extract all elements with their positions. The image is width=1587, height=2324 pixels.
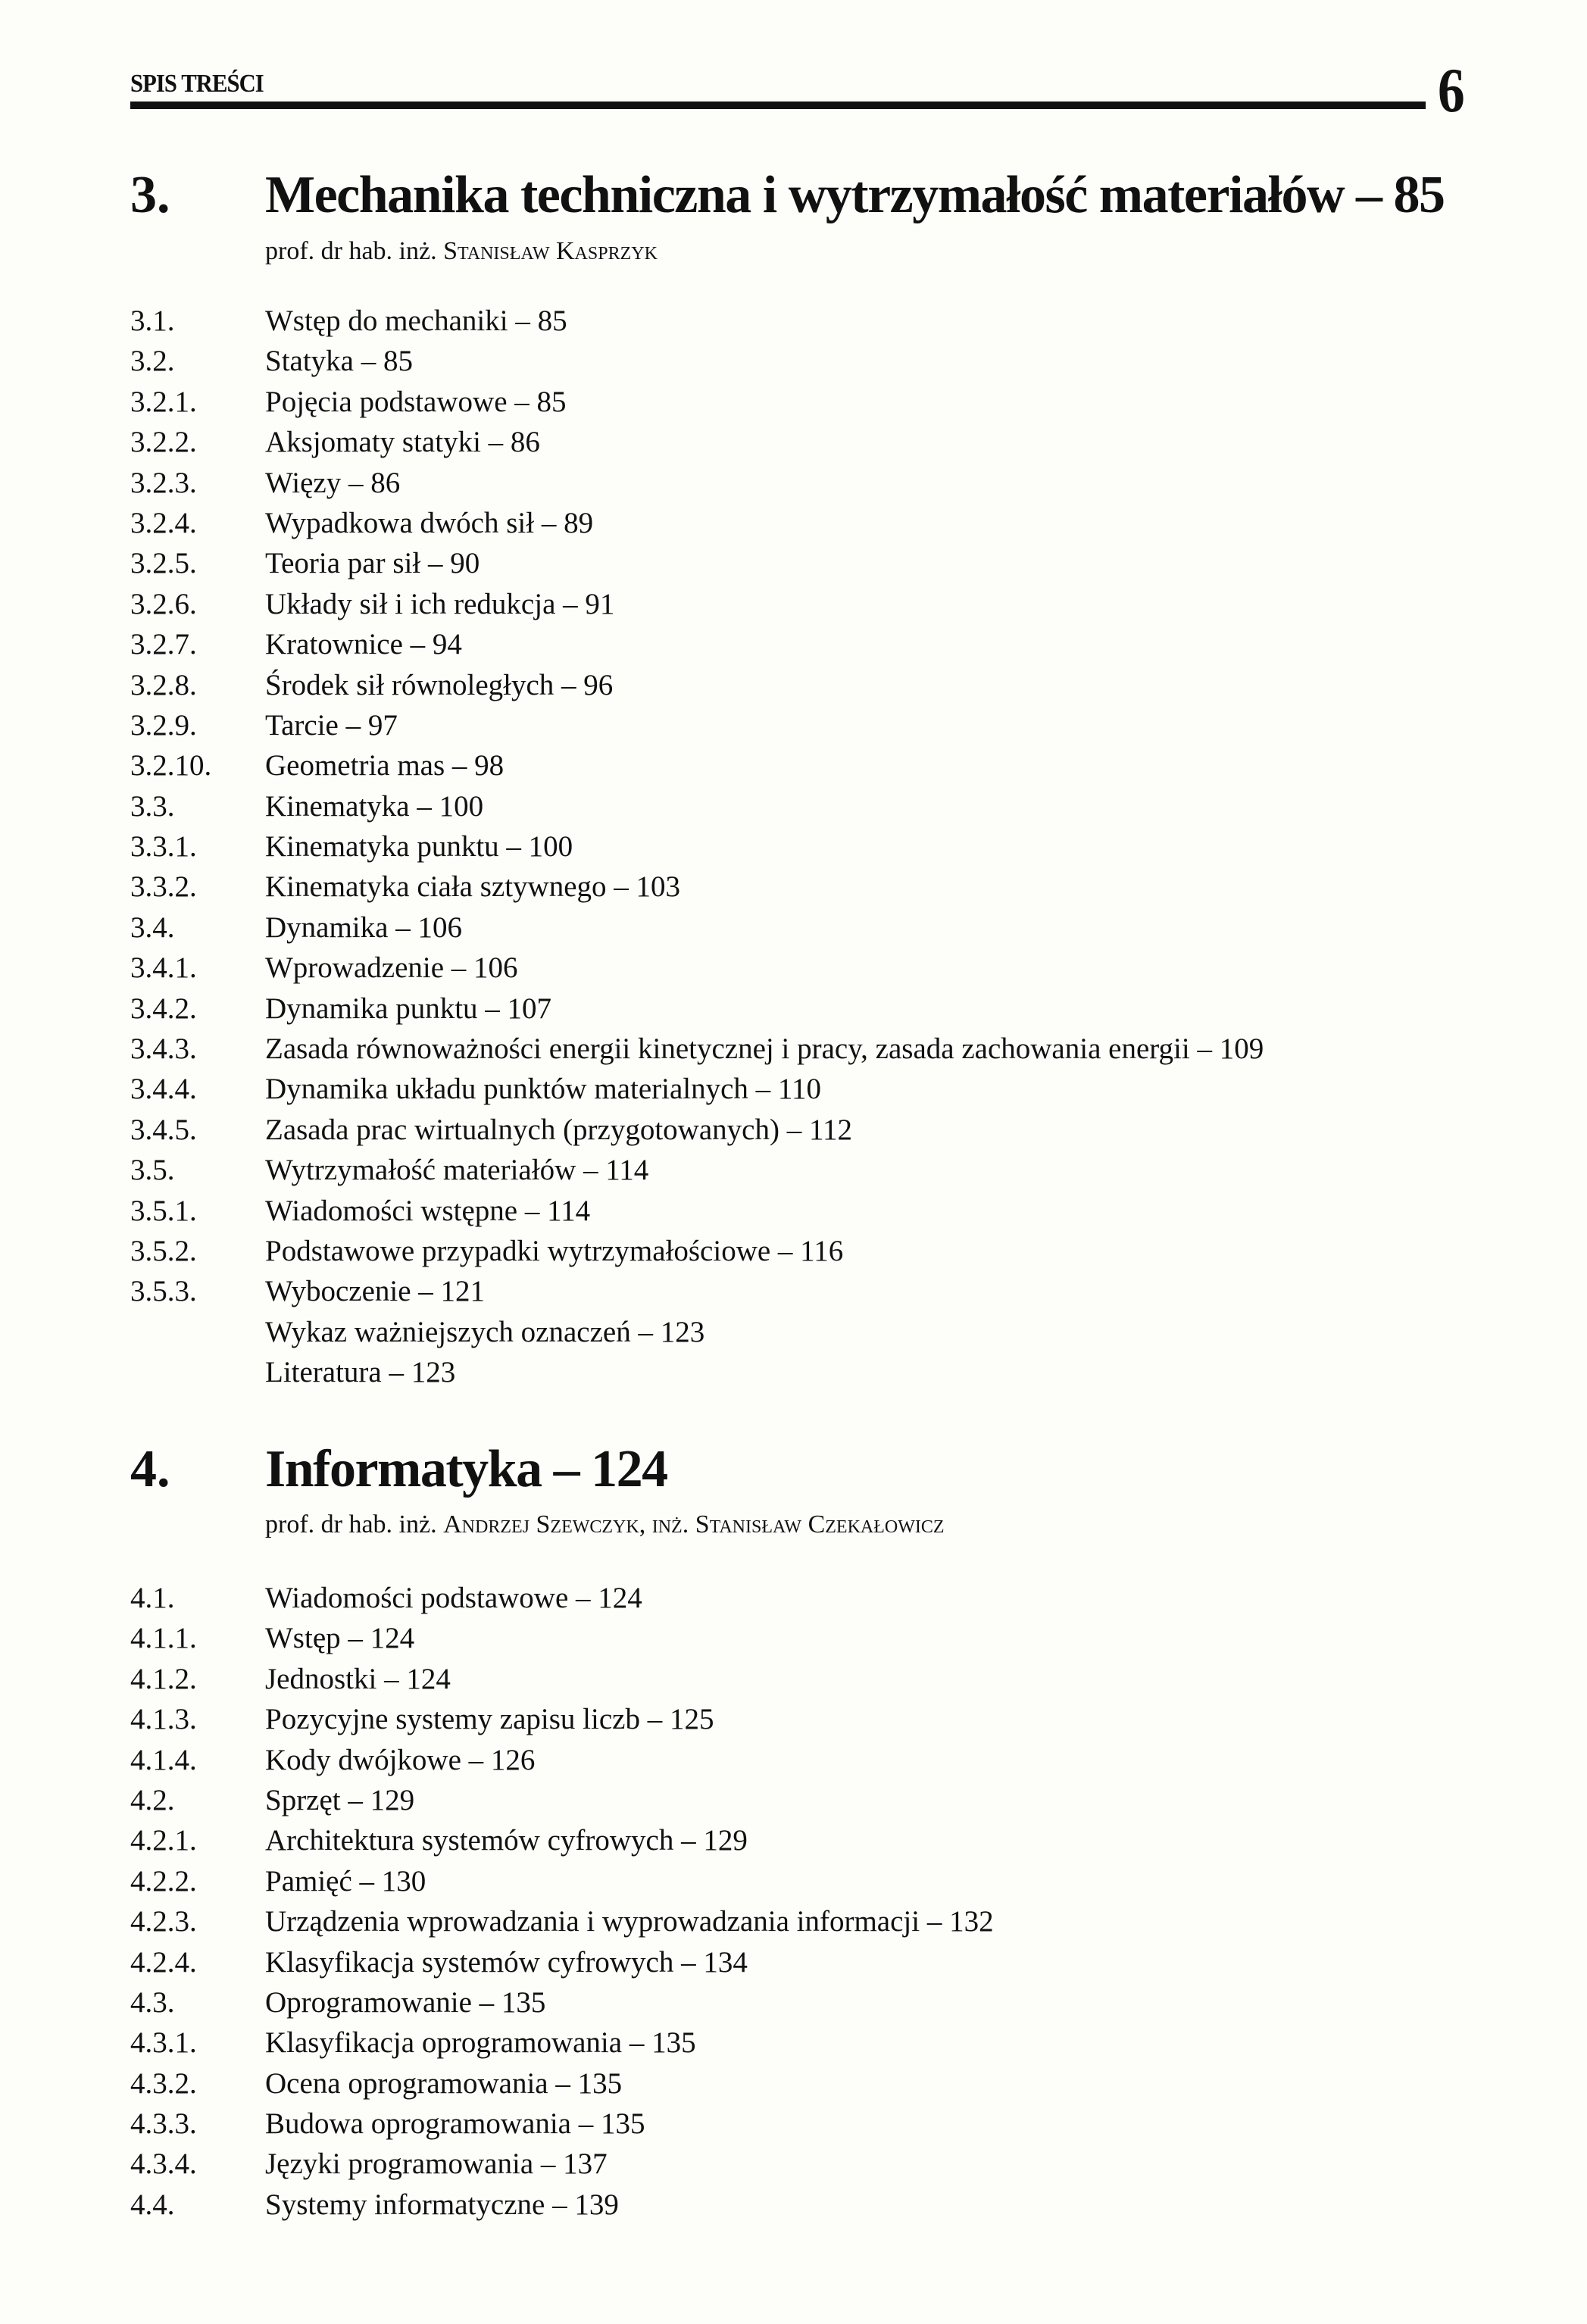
- toc-entry: [130, 584, 1494, 624]
- toc-entry: [130, 2023, 1494, 2063]
- entry-title: Układy sił i ich redukcja – 91: [265, 587, 615, 620]
- toc-entry: [130, 624, 1494, 664]
- toc-entry: [130, 1352, 1494, 1392]
- entry-number: 4.2.2.: [130, 1864, 197, 1898]
- toc-entry: [130, 2185, 1494, 2225]
- chapter-number: 3.: [130, 166, 170, 224]
- entry-title: Wiadomości podstawowe – 124: [265, 1582, 642, 1614]
- author-prefix: prof. dr hab. inż.: [265, 1510, 437, 1538]
- entry-number: 3.2.5.: [130, 547, 197, 580]
- chapter-3-author: [265, 236, 658, 267]
- entry-number: 4.2.4.: [130, 1945, 197, 1979]
- toc-entry: [130, 1699, 1494, 1739]
- toc-entry: [130, 301, 1494, 341]
- entry-number: 3.4.5.: [130, 1113, 197, 1146]
- toc-entry: [130, 867, 1494, 907]
- page-number: 6: [1438, 55, 1465, 126]
- entry-number: 3.2.3.: [130, 466, 197, 499]
- entry-number: 3.4.3.: [130, 1032, 197, 1066]
- toc-entry: [130, 1578, 1494, 1618]
- entry-title: Oprogramowanie – 135: [265, 1985, 546, 2019]
- toc-entry: [130, 705, 1494, 745]
- entry-number: 3.4.2.: [130, 992, 197, 1025]
- entry-number: 3.2.7.: [130, 628, 197, 661]
- toc-entry: [130, 1659, 1494, 1699]
- toc-entry: [130, 1861, 1494, 1901]
- entry-title: Zasada równoważności energii kinetycznej i pracy, zasada zachowania energii – 109: [265, 1032, 1264, 1066]
- toc-entry: [130, 1820, 1494, 1860]
- toc-entry: [130, 1110, 1494, 1150]
- chapter-title: Informatyka – 124: [265, 1440, 667, 1498]
- entry-title: Dynamika układu punktów materialnych – 110: [265, 1073, 821, 1106]
- entry-number: 4.3.3.: [130, 2107, 197, 2141]
- entry-number: 4.2.1.: [130, 1824, 197, 1857]
- entry-number: 4.3.1.: [130, 2026, 197, 2060]
- entry-title: Wprowadzenie – 106: [265, 951, 518, 985]
- toc-entry: [130, 1942, 1494, 1982]
- entry-number: 3.3.1.: [130, 830, 197, 864]
- entry-number: 4.2.3.: [130, 1905, 197, 1938]
- entry-number: 3.2.9.: [130, 708, 197, 742]
- author-name: Andrzej Szewczyk, inż. Stanisław Czekałowicz: [443, 1510, 945, 1538]
- entry-number: 4.1.2.: [130, 1662, 197, 1695]
- entry-number: 3.4.4.: [130, 1073, 197, 1106]
- header-rule: [130, 102, 1426, 109]
- entry-title: Zasada prac wirtualnych (przygotowanych) – 112: [265, 1113, 853, 1146]
- entry-number: 3.5.1.: [130, 1194, 197, 1227]
- entry-title: Kinematyka ciała sztywnego – 103: [265, 870, 680, 904]
- entry-title: Systemy informatyczne – 139: [265, 2188, 619, 2221]
- entry-title: Wykaz ważniejszych oznaczeń – 123: [265, 1315, 705, 1348]
- entry-number: 3.3.: [130, 789, 175, 823]
- toc-entry: [130, 665, 1494, 705]
- toc-entry: [130, 826, 1494, 867]
- entry-title: Tarcie – 97: [265, 708, 398, 742]
- entry-number: 3.2.2.: [130, 426, 197, 459]
- entry-number: 4.1.4.: [130, 1743, 197, 1776]
- toc-entry: [130, 463, 1494, 503]
- toc-entry: [130, 745, 1494, 786]
- entry-title: Podstawowe przypadki wytrzymałościowe – 116: [265, 1234, 844, 1267]
- entry-number: 3.2.8.: [130, 668, 197, 701]
- entry-title: Wstęp do mechaniki – 85: [265, 305, 567, 337]
- entry-number: 4.3.4.: [130, 2148, 197, 2181]
- entry-title: Statyka – 85: [265, 345, 413, 378]
- entry-title: Geometria mas – 98: [265, 749, 505, 782]
- entry-number: 3.3.2.: [130, 870, 197, 904]
- toc-entry: [130, 382, 1494, 422]
- entry-title: Wytrzymałość materiałów – 114: [265, 1154, 649, 1187]
- entry-title: Ocena oprogramowania – 135: [265, 2066, 623, 2100]
- entry-number: 4.1.3.: [130, 1703, 197, 1736]
- entry-number: 3.4.1.: [130, 951, 197, 985]
- author-name: Stanisław Kasprzyk: [443, 237, 658, 265]
- entry-title: Teoria par sił – 90: [265, 547, 480, 580]
- toc-entry: [130, 422, 1494, 462]
- toc-entry: [130, 948, 1494, 988]
- entry-number: 3.4.: [130, 911, 175, 944]
- entry-number: 4.3.2.: [130, 2066, 197, 2100]
- entry-title: Literatura – 123: [265, 1356, 456, 1389]
- entry-number: 3.2.10.: [130, 749, 212, 782]
- toc-entry: [130, 1069, 1494, 1109]
- entry-title: Kinematyka – 100: [265, 789, 484, 823]
- toc-entry: [130, 341, 1494, 381]
- entry-title: Języki programowania – 137: [265, 2148, 608, 2181]
- entry-title: Pamięć – 130: [265, 1864, 426, 1898]
- entry-title: Budowa oprogramowania – 135: [265, 2107, 645, 2141]
- author-prefix: prof. dr hab. inż.: [265, 237, 437, 265]
- toc-entry: [130, 2144, 1494, 2184]
- toc-entry: [130, 1780, 1494, 1820]
- toc-entry: [130, 907, 1494, 948]
- entry-number: 4.1.: [130, 1582, 175, 1614]
- chapter-title: Mechanika techniczna i wytrzymałość materiałów – 85: [265, 166, 1445, 224]
- entry-title: Urządzenia wprowadzania i wyprowadzania informacji – 132: [265, 1905, 994, 1938]
- running-header-label: SPIS TREŚCI: [130, 70, 264, 98]
- toc-entry: [130, 503, 1494, 543]
- toc-entry: [130, 1191, 1494, 1231]
- entry-number: 4.3.: [130, 1985, 175, 2019]
- entry-number: 3.5.: [130, 1154, 175, 1187]
- toc-entry: [130, 786, 1494, 826]
- chapter-number: 4.: [130, 1440, 170, 1498]
- toc-entry: [130, 1312, 1494, 1352]
- toc-entry: [130, 1740, 1494, 1780]
- toc-entry: [130, 1982, 1494, 2023]
- entry-title: Architektura systemów cyfrowych – 129: [265, 1824, 748, 1857]
- entry-title: Wiadomości wstępne – 114: [265, 1194, 591, 1227]
- entry-number: 3.2.6.: [130, 587, 197, 620]
- entry-title: Środek sił równoległych – 96: [265, 668, 614, 701]
- entry-title: Jednostki – 124: [265, 1662, 451, 1695]
- entry-number: 3.5.3.: [130, 1275, 197, 1308]
- entry-number: 3.2.1.: [130, 385, 197, 418]
- entry-title: Kody dwójkowe – 126: [265, 1743, 536, 1776]
- toc-entry: [130, 2063, 1494, 2104]
- entry-title: Wyboczenie – 121: [265, 1275, 486, 1308]
- toc-entry: [130, 1150, 1494, 1190]
- toc-entry: [130, 543, 1494, 583]
- chapter-3-entries: [130, 301, 1494, 1393]
- entry-number: 3.5.2.: [130, 1234, 197, 1267]
- entry-title: Aksjomaty statyki – 86: [265, 426, 540, 459]
- toc-entry: [130, 1271, 1494, 1311]
- entry-number: 4.2.: [130, 1783, 175, 1816]
- entry-title: Kinematyka punktu – 100: [265, 830, 573, 864]
- toc-entry: [130, 989, 1494, 1029]
- entry-number: 3.2.4.: [130, 506, 197, 539]
- toc-entry: [130, 1618, 1494, 1658]
- chapter-4-entries: [130, 1578, 1494, 2225]
- toc-entry: [130, 1901, 1494, 1941]
- entry-title: Dynamika punktu – 107: [265, 992, 552, 1025]
- entry-title: Kratownice – 94: [265, 628, 462, 661]
- toc-entry: [130, 2104, 1494, 2144]
- entry-title: Więzy – 86: [265, 466, 401, 499]
- entry-number: 4.1.1.: [130, 1622, 197, 1655]
- entry-title: Wypadkowa dwóch sił – 89: [265, 506, 594, 539]
- entry-title: Pojęcia podstawowe – 85: [265, 385, 567, 418]
- toc-entry: [130, 1231, 1494, 1271]
- entry-title: Sprzęt – 129: [265, 1783, 415, 1816]
- entry-number: 3.1.: [130, 305, 175, 337]
- entry-title: Pozycyjne systemy zapisu liczb – 125: [265, 1703, 714, 1736]
- entry-title: Klasyfikacja oprogramowania – 135: [265, 2026, 696, 2060]
- entry-title: Klasyfikacja systemów cyfrowych – 134: [265, 1945, 748, 1979]
- chapter-4-author: [265, 1510, 945, 1540]
- entry-title: Wstęp – 124: [265, 1622, 415, 1655]
- toc-entry: [130, 1029, 1494, 1069]
- entry-number: 3.2.: [130, 345, 175, 378]
- entry-title: Dynamika – 106: [265, 911, 462, 944]
- entry-number: 4.4.: [130, 2188, 175, 2221]
